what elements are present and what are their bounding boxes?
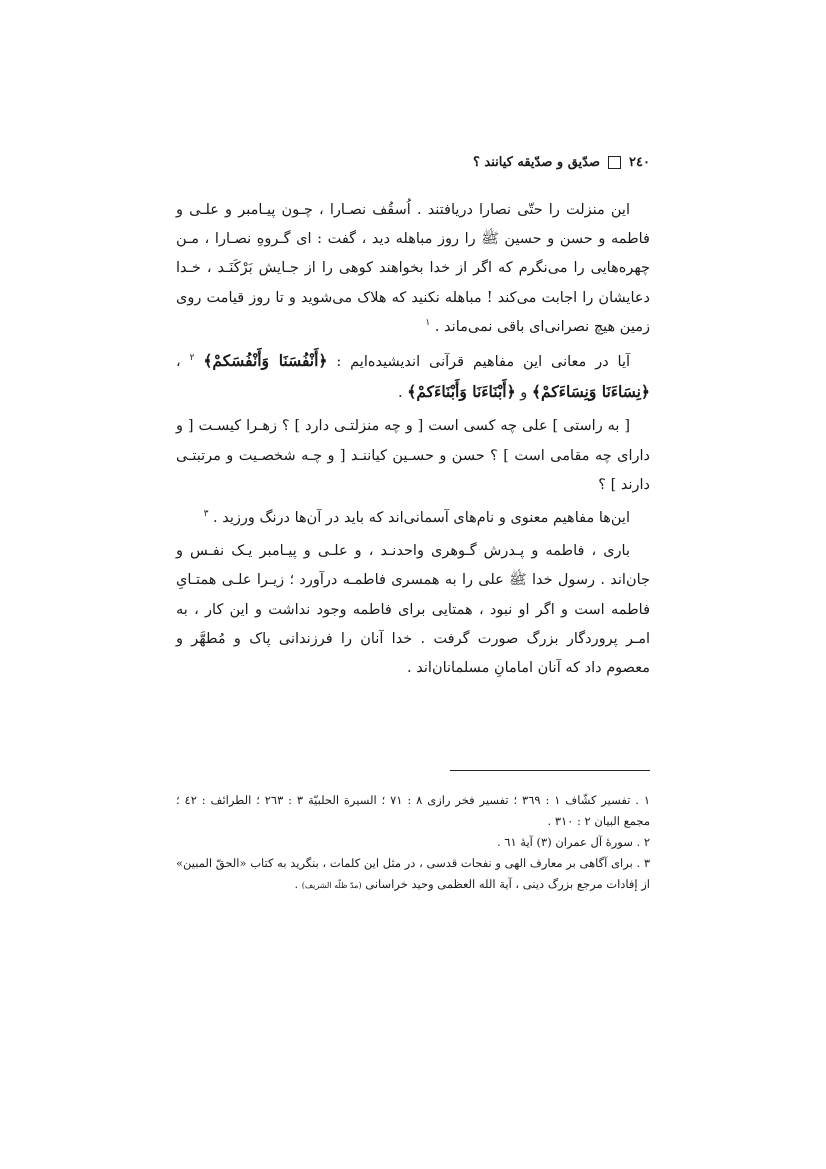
paragraph-5: باری ، فاطمه و پـدرش گـوهری واحدنـد ، و علـی و پیـامبر یـک نفـس و جان‌اند . رسول خدا ﷺ علی را به همسری فاطمـه درآورد ؛ زیـرا علـی همتـایِ فاطمه است و اگر او نبود ، همتایی برای فاطمه وجود نداشت و این کار ، به امـر پروردگار بزرگ صورت گرفت . خدا آنان را فرزندانی پاک و مُطهَّر و معصوم داد که آنان امامانِ مسلمانان‌اند . [176, 543, 650, 677]
footnote-1: ١ . تفسیر کشّاف ١ : ٣٦٩ ؛ تفسیر فخر رازی ٨ : ٧١ ؛ السیرة الحلبیّة ٣ : ٢٦٣ ؛ الطرائف : ٤٢ ؛ مجمع البیان ٢ : ٣١٠ . [176, 793, 651, 828]
main-text [176, 196, 650, 687]
footnote-3-text: ٣ . برای آگاهی بر معارف الهی و نفحات قدسی ، در مثل این کلمات ، بنگرید به کتاب «الحقّ المبین» از إفادات مرجع بزرگ دینی ، آیة الله العظمی وحید خراسانی [176, 856, 650, 891]
paragraph-2: آیا در معانی این مفاهیم قرآنی اندیشیده‌ایم : ﴿أَنْفُسَنَا وَأَنْفُسَكمْ﴾ $^٢$ ، ﴿نِسَاءَنَا وَنِسَاءَكمْ﴾ و ﴿أَبْنَاءَنَا وَأَبْنَاءَكمْ﴾ . [176, 351, 650, 402]
period: . [398, 385, 403, 402]
quran-phrase-3: ﴿أَبْنَاءَنَا وَأَبْنَاءَكمْ﴾ [407, 382, 516, 402]
paragraph-1-text: این منزلت را حتّی نصارا دریافتند . اُسقُف نصـارا ، چـون پیـامبر و علـی و فاطمه و حسن و حسین ﷺ را روز مباهله دید ، گفت : ای گـروهِ نصـارا ، مـن چهره‌هایی را می‌نگرم که اگر از خدا بخواهند کوهی را از جـایش بَرْکَنَـد ، خـدا دعایشان را اجابت می‌کند ! مباهله نکنید که هلاک می‌شوید و تا روز قیامت روی زمین هیچ نصرانی‌ای باقی نمی‌ماند . [176, 202, 650, 335]
paragraph-3: [ به راستی ] علی چه کسی است [ و چه منزلتـی دارد ] ؟ زهـرا کیسـت [ و دارای چه مقامی است ] ؟ حسن و حسـین کیاننـد [ و چـه شخصـیت و مرتبتـی دارند ] ؟ [176, 418, 650, 493]
running-header [176, 150, 650, 174]
footnote-ref-3: ٣ [203, 509, 209, 520]
paragraph-1 [176, 196, 650, 342]
chapter-title: صدّیق و صدّیقه کیانند ؟ [472, 154, 601, 170]
footnote-3 [176, 853, 650, 896]
footnotes [176, 790, 650, 896]
quran-phrase-1: ﴿أَنْفُسَنَا وَأَنْفُسَكمْ﴾ [203, 351, 328, 371]
paragraph-4-text: این‌ها مفاهیم معنوی و نام‌های آسمانی‌اند که باید در آن‌ها درنگ ورزید . [213, 510, 630, 527]
quran-phrase-2: ﴿نِسَاءَنَا وَنِسَاءَكمْ﴾ [531, 382, 650, 402]
page-number: ٢٤٠ [629, 154, 650, 170]
footnote-separator [450, 770, 650, 771]
conjunction: و [520, 385, 528, 402]
footnote-ref-1: ١ [425, 317, 431, 328]
square-icon [608, 156, 621, 169]
footnote-2: ٢ . سورهٔ آل عمران (٣) آیهٔ ٦١ . [496, 835, 650, 849]
footnote-ref-2: ٢ [189, 353, 195, 364]
footnote-3-end: . [294, 877, 299, 891]
paragraph-2-intro: آیا در معانی این مفاهیم قرآنی اندیشیده‌ایم : [336, 354, 631, 371]
footnote-3-honorific: (مدّ ظلّه الشریف) [301, 881, 362, 890]
paragraph-4 [176, 504, 650, 533]
